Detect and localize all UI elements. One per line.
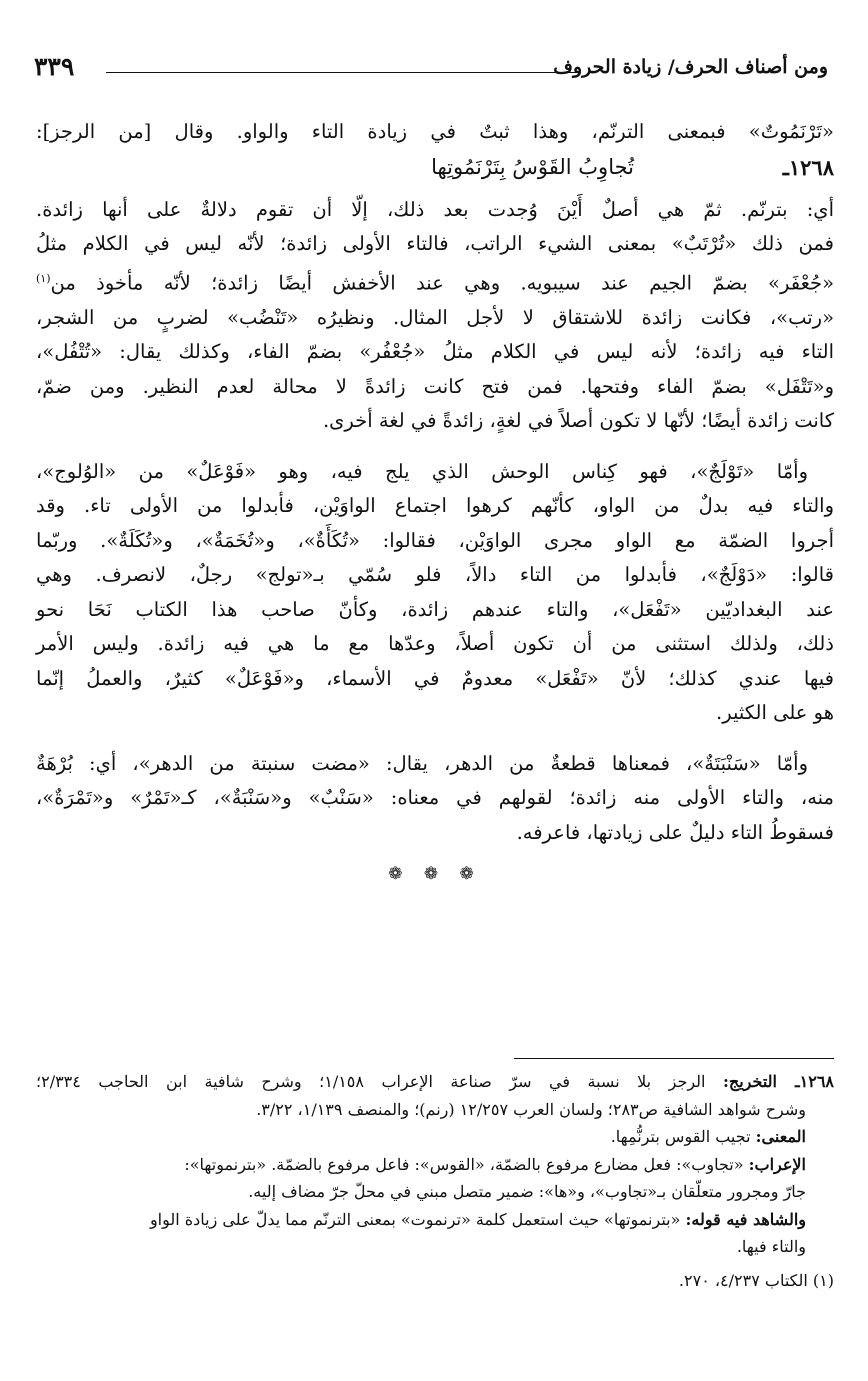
- footnote-text: الرجز بلا نسبة في سرّ صناعة الإعراب ١/١٥٨؛ وشرح شافية ابن الحاجب ٢/٣٣٤؛: [36, 1072, 706, 1091]
- text-line: فسقوطُ التاء دليلٌ على زيادتها، فاعرفه.: [516, 820, 834, 844]
- text-line: قالوا: «دَوْلَجٌ»، فأبدلوا من التاء دالاً، فلو سُمّي بـ«تولج» رجلٌ، لانصرف. وهي: [36, 563, 834, 586]
- footnote-irab: [36, 1151, 834, 1179]
- verse-row: [36, 153, 834, 193]
- page-number: ٣٣٩: [34, 52, 75, 81]
- footnote-rule: [514, 1058, 834, 1059]
- text-line: وأمّا «سَنْبَتَةٌ»، فمعناها قطعةٌ من الدهر، يقال: «مضت سنبتة من الدهر»، أي: بُرْهَةٌ: [36, 751, 808, 775]
- footnote-1268-line: [36, 1068, 834, 1096]
- text-line: [36, 262, 834, 301]
- running-title: ومن أصناف الحرف/ زيادة الحروف: [553, 56, 828, 78]
- paragraph-2: [36, 455, 834, 731]
- footnote-1268-line: وشرح شواهد الشافية ص٢٨٣؛ ولسان العرب ١٢/٢٥٧ (رنم)؛ والمنصف ١/١٣٩، ٣/٢٢.: [256, 1099, 806, 1119]
- footnote-shahid-line: والتاء فيها.: [736, 1237, 806, 1256]
- footnote-marker[interactable]: (١): [36, 271, 51, 285]
- footnote-text: تجيب القوس بترنُّمِها.: [610, 1127, 751, 1146]
- footnote-heading: المعنى:: [755, 1127, 806, 1146]
- footnote-text: «تجاوب»: فعل مضارع مرفوع بالضمّة، «القوس»: فاعل مرفوع بالضمّة. «بترنموتها»:: [184, 1154, 744, 1174]
- paragraph-3: [36, 747, 834, 851]
- footnote-shahid: [36, 1206, 834, 1234]
- text-line: كانت زائدة أيضًا؛ لأنّها لا تكون أصلاً في لغةٍ، زائدةً في لغة أخرى.: [322, 409, 834, 432]
- paragraph-1: [36, 193, 834, 439]
- verse-text: تُجاوِبُ القَوْسُ بِتَرْنَمُوتِها: [431, 154, 634, 179]
- text-line: التاء فيه زائدة؛ لأنه ليس في الكلام مثلُ «جُعْفُر» بضمّ الفاء، وكذلك يقال: «تُتْفُل»،: [36, 340, 834, 363]
- text-line: «رتب»، فكانت زائدة للاشتقاق لا لأجل المثال. ونظيرُه «تَنْضُب» لضربٍ من الشجر،: [36, 305, 834, 329]
- text-line: فيها عندي كذلك؛ لأنّ «تَفْعَل» معدومٌ في الأسماء، و«فَوْعَلٌ» كثيرٌ، والعملُ إنّما: [36, 666, 834, 690]
- text-line: هو على الكثير.: [716, 701, 834, 724]
- text-line: فمن ذلك «تُرْتَبٌ» بمعنى الشيء الراتب، فالتاء الأولى زائدة؛ لأنّه ليس في الكلام مثلُ: [36, 232, 834, 255]
- footnote-reference-1: (١) الكتاب ٤/٢٣٧، ٢٧٠.: [678, 1270, 834, 1290]
- main-text: [36, 115, 834, 884]
- text-line: ذلك، ولذلك استثنى من أن تكون أصلاً، وعدّها مع ما هي فيه زائدة. وليس الأمر: [36, 632, 834, 655]
- footnote-text: «بترنموتها» حيث استعمل كلمة «ترنموت» بمعنى الترنّم مما يدلّ على زيادة الواو: [149, 1209, 681, 1229]
- footnote-heading: ١٢٦٨ـ التخريج:: [722, 1072, 835, 1091]
- text-line: أي: بترنّم. ثمّ هي أصلٌ أَيْنَ وُجدت بعد ذلك، إلّا أن تقوم دلالةٌ على أنها زائدة.: [36, 197, 834, 221]
- page-header: [34, 52, 828, 86]
- text-line: و«تَتْفَل» بضمّ الفاء وفتحها. فمن فتح كانت زائدةً لا محالة لعدم النظير. ومن ضمّ،: [36, 374, 834, 398]
- footnotes: [36, 1068, 834, 1294]
- text-line: عند البغداديّين «تَفْعَل»، والتاء عندهم زائدة، وكأنّ صاحب هذا الكتاب نَحَا نحو: [36, 597, 834, 621]
- text-line: وأمّا «تَوْلَجٌ»، فهو كِناس الوحش الذي يلج فيه، وهو «فَوْعَلٌ» من «الوُلوج»،: [36, 459, 808, 483]
- text-line: أجروا الضمّة مع الواو مجرى الواوَيْن، فقالوا: «تُكَأَةٌ»، و«تُخَمَةٌ»، و«تُكَلَةٌ». وربّما: [36, 528, 834, 552]
- text-segment: «جُعْفَر» بضمّ الجيم عند سيبويه. وهي عند الأخفش أيضًا زائدة؛ لأنّه مأخوذ من: [50, 271, 834, 294]
- footnote-heading: الإعراب:: [748, 1154, 806, 1174]
- text-line: منه، والتاء الأولى منه زائدة؛ لقولهم في معناه: «سَنْبٌ» و«سَنْبَةٌ»، كـ«تَمْرٌ» و«تَمْرَةٌ»،: [36, 786, 834, 809]
- verse-number: ١٢٦٨ـ: [782, 154, 834, 180]
- footnote-heading: والشاهد فيه قوله:: [685, 1209, 806, 1229]
- text-line: والتاء فيه بدلٌ من الواو، كأنّهم كرهوا اجتماع الواوَيْن، فأبدلوا من الأولى تاء. وقد: [36, 494, 834, 517]
- footnote-irab-line: جارّ ومجرور متعلّقان بـ«تجاوب»، و«ها»: ضمير متصل مبني في محلّ جرّ مضاف إليه.: [248, 1182, 806, 1201]
- intro-line: «تَرْنَمُوتٌ» فبمعنى الترنّم، وهذا ثبتٌ في زيادة التاء والواو. وقال [من الرجز]:: [36, 120, 834, 143]
- footnote-meaning: [36, 1123, 834, 1151]
- header-rule: [106, 72, 578, 73]
- section-separator: ❁ ❁ ❁: [388, 864, 482, 884]
